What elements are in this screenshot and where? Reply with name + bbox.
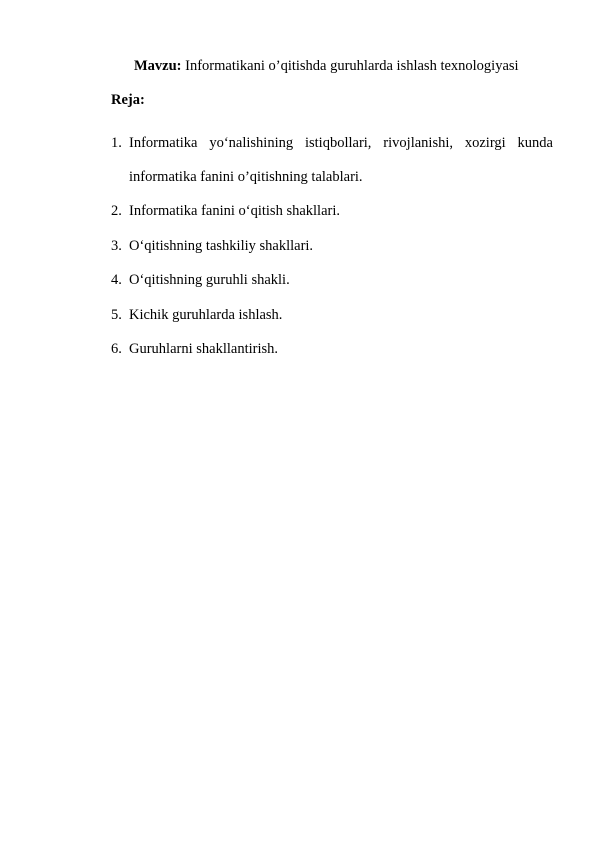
plan-item-number: 5. [111, 306, 122, 323]
plan-heading: Reja: [111, 92, 145, 108]
plan-item-text: Kichik guruhlarda ishlash. [129, 306, 283, 323]
plan-item [111, 298, 553, 333]
plan-item-number: 4. [111, 272, 122, 288]
plan-item-number: 3. [111, 237, 122, 254]
plan-item-number: 6. [111, 341, 122, 357]
plan-item-text: O‘qitishning guruhli shakli. [129, 272, 290, 288]
plan-item-number: 2. [111, 203, 122, 219]
plan-item [111, 332, 553, 367]
topic-label: Mavzu: [134, 58, 182, 74]
plan-item [111, 229, 553, 264]
plan-item [111, 263, 553, 298]
plan-item-number: 1. [111, 135, 122, 151]
plan-item-text: Informatika yo‘nalishining istiqbollari, rivojlanishi, xozirgi kunda informatika fanini o’qitishning talablari. [129, 135, 553, 185]
topic-text: Informatikani o’qitishda guruhlarda ishlash texnologiyasi [181, 58, 519, 74]
plan-item-text: Informatika fanini o‘qitish shakllari. [129, 203, 341, 219]
plan-item [111, 194, 553, 229]
plan-list [111, 126, 553, 367]
plan-item [111, 126, 553, 194]
plan-item-text: O‘qitishning tashkiliy shakllari. [129, 237, 314, 254]
topic-title [134, 57, 564, 75]
plan-item-text: Guruhlarni shakllantirish. [129, 341, 279, 357]
